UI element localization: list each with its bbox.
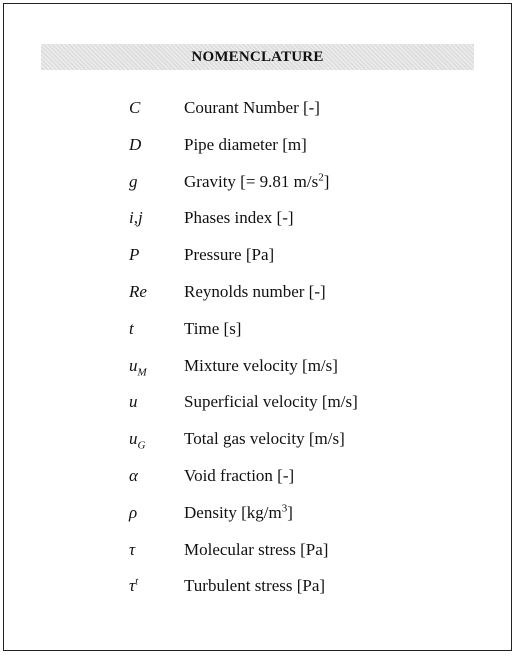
symbol-subscript: G (137, 439, 146, 452)
symbol-base: u (129, 355, 138, 375)
description (184, 540, 328, 560)
symbol-base: ρ (129, 502, 138, 522)
description (184, 319, 241, 339)
symbol-base: τ (129, 539, 136, 559)
nomenclature-list (4, 93, 511, 608)
description-text: Pressure [Pa] (184, 245, 275, 265)
description-text: Void fraction [-] (184, 465, 295, 485)
description-text: Courant Number [-] (184, 98, 320, 117)
symbol (129, 319, 134, 339)
symbol (129, 135, 141, 155)
symbol (129, 503, 137, 523)
nomenclature-row (4, 351, 511, 388)
description (184, 392, 358, 412)
symbol (129, 282, 147, 302)
description-superscript: 2 (318, 170, 324, 183)
nomenclature-row (4, 571, 511, 608)
symbol (129, 576, 138, 596)
description-text: Total gas velocity [m/s] (184, 429, 345, 449)
nomenclature-title: NOMENCLATURE (191, 48, 324, 65)
description-text: Mixture velocity [m/s] (184, 355, 338, 375)
description-text: Pipe diameter [m] (184, 134, 307, 154)
description-tail: ] (287, 502, 293, 522)
symbol (129, 208, 143, 228)
description (184, 282, 326, 302)
symbol-base: u (129, 429, 138, 449)
nomenclature-row (4, 461, 511, 498)
description-text: Molecular stress [Pa] (184, 539, 329, 559)
nomenclature-row (4, 498, 511, 535)
symbol (129, 392, 138, 412)
description-superscript: 3 (281, 502, 288, 515)
symbol-base: i,j (129, 208, 143, 228)
description-text: Turbulent stress [Pa] (184, 576, 326, 596)
description (184, 98, 320, 118)
nomenclature-page (3, 3, 512, 651)
nomenclature-row (4, 387, 511, 424)
symbol-base: g (129, 171, 138, 191)
nomenclature-header (41, 44, 474, 70)
symbol-base: τ (129, 576, 136, 596)
symbol (129, 172, 138, 192)
description (184, 503, 293, 523)
description (184, 466, 294, 486)
symbol (129, 540, 135, 560)
symbol-base: C (129, 98, 141, 117)
description (184, 245, 274, 265)
symbol-base: P (129, 245, 140, 265)
symbol-subscript: M (137, 365, 147, 378)
nomenclature-row (4, 314, 511, 351)
symbol-base: t (129, 318, 134, 338)
symbol (129, 466, 138, 486)
description (184, 135, 307, 155)
description-text: Superficial velocity [m/s] (184, 392, 358, 412)
nomenclature-row (4, 167, 511, 204)
symbol-base: Re (129, 281, 147, 301)
symbol-base: D (129, 134, 142, 154)
description-text: Time [s] (184, 318, 242, 338)
symbol (129, 356, 147, 376)
symbol-superscript: t (135, 575, 139, 588)
nomenclature-row (4, 93, 511, 130)
symbol (129, 98, 140, 118)
nomenclature-row (4, 130, 511, 167)
symbol (129, 245, 139, 265)
symbol-base: α (129, 465, 138, 485)
nomenclature-row (4, 277, 511, 314)
description (184, 576, 325, 596)
description (184, 208, 294, 228)
symbol (129, 429, 146, 452)
description-text: Gravity [= 9.81 m/s (184, 171, 319, 191)
description (184, 429, 345, 449)
description (184, 172, 329, 192)
nomenclature-row (4, 240, 511, 277)
description (184, 356, 338, 376)
nomenclature-row (4, 424, 511, 461)
nomenclature-row (4, 203, 511, 240)
description-text: Phases index [-] (184, 208, 294, 228)
description-text: Reynolds number [-] (184, 281, 326, 301)
nomenclature-row (4, 535, 511, 572)
symbol-base: u (129, 392, 138, 412)
description-tail: ] (323, 171, 330, 191)
description-text: Density [kg/m (184, 502, 282, 522)
